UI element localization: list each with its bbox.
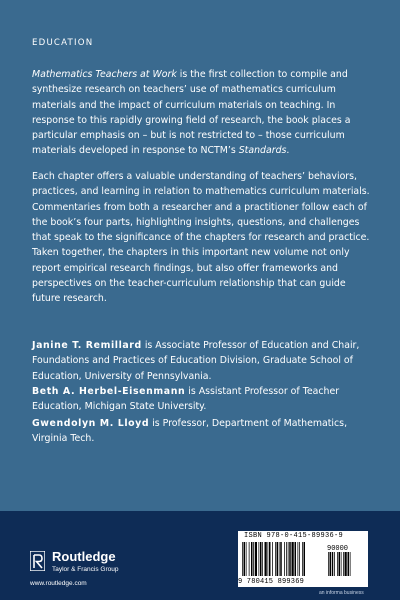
barcode-bar [262, 542, 263, 576]
barcode-addon-bar [339, 552, 341, 576]
barcode-bar [265, 542, 267, 576]
author-name: Gwendolyn M. Lloyd [32, 418, 150, 429]
author-bio [32, 384, 377, 415]
barcode-bar [295, 542, 297, 576]
barcode-bar [260, 542, 262, 576]
book-title: Mathematics Teachers at Work [32, 69, 177, 80]
barcode-addon-bar [350, 552, 351, 576]
barcode-bar [299, 542, 300, 576]
author-name: Beth A. Herbel-Eisenmann [32, 386, 186, 397]
barcode-bar [292, 542, 294, 576]
barcode-bar [280, 542, 282, 576]
author-bio [32, 338, 377, 384]
category-label: EDUCATION [32, 38, 94, 48]
barcode-bar [304, 542, 306, 576]
barcode-bar [286, 542, 287, 576]
barcode-bar [246, 542, 247, 576]
barcode-bar [272, 542, 273, 576]
description-end: . [286, 145, 290, 157]
publisher-url: www.routledge.com [30, 580, 87, 587]
barcode-addon-number: 90000 [327, 545, 349, 553]
barcode-bar [298, 542, 299, 576]
publisher-name: Routledge [52, 549, 116, 564]
barcode-addon-bar [330, 552, 332, 576]
barcode-bar [253, 542, 254, 576]
routledge-logo-icon [30, 551, 45, 571]
description-paragraph-1 [32, 67, 374, 159]
barcode-addon-bar [345, 552, 347, 576]
author-bio [32, 416, 377, 447]
barcode-addon-bar [328, 552, 329, 576]
publisher-group: Taylor & Francis Group [52, 566, 119, 573]
barcode-bar [279, 542, 280, 576]
barcode-addon-bar [332, 552, 334, 576]
barcode-addon-bar [348, 552, 350, 576]
author-name: Janine T. Remillard [32, 340, 142, 351]
barcode-bar [255, 542, 257, 576]
barcode-bar [288, 542, 289, 576]
barcode-bar [289, 542, 291, 576]
informa-tagline: an informa business [319, 590, 364, 596]
standards-title: Standards [238, 145, 287, 157]
barcode-bar [302, 542, 303, 576]
barcode-addon-bar [334, 552, 335, 576]
barcode-bar [259, 542, 260, 576]
barcode-bar [268, 542, 269, 576]
barcode-bar [277, 542, 279, 576]
barcode-addon-bar [343, 552, 344, 576]
author-bio-text: is Professor, Department of Mathematics, Virginia Tech. [32, 418, 348, 445]
barcode-bar [284, 542, 285, 576]
description-text-1: is the first collection to compile and synthesize research on teachers’ use of mathematics curriculum materials and the impact of curriculum materials on teaching. In response to this rapidly growing field of research, the book places a particular emphasis on – but is not restricted to – those curriculum materials developed in response to NCTM’s [32, 69, 351, 157]
barcode-bar [251, 542, 253, 576]
barcode-addon-bar [341, 552, 342, 576]
barcode-bar [249, 542, 250, 576]
isbn-text: ISBN 978-0-415-89936-9 [244, 532, 344, 540]
barcode-digits: 9 780415 899369 [238, 578, 305, 586]
barcode-bar [275, 542, 276, 576]
barcode-bar [269, 542, 271, 576]
description-paragraph-2: Each chapter offers a valuable understanding of teachers’ behaviors, practices, and learning in relation to mathematics curriculum materials. Commentaries from both a researcher and a practitioner follow each of the book’s four parts, highlighting insights, questions, and challenges that speak to the significance of the chapters for research and practice. Taken together, the chapters in this important new volume not only report empirical research findings, but also offer frameworks and perspectives on the teacher-curriculum relationship that can guide future research. [32, 171, 370, 305]
barcode-bar [244, 542, 246, 576]
barcode-addon-bar [337, 552, 338, 576]
author-bio-text: is Assistant Professor of Teacher Education, Michigan State University. [32, 386, 340, 413]
barcode-bar [242, 542, 243, 576]
author-bio-text: is Associate Professor of Education and Chair, Foundations and Practices of Education Division, Graduate School of Education, University of Pennsylvania. [32, 340, 360, 382]
